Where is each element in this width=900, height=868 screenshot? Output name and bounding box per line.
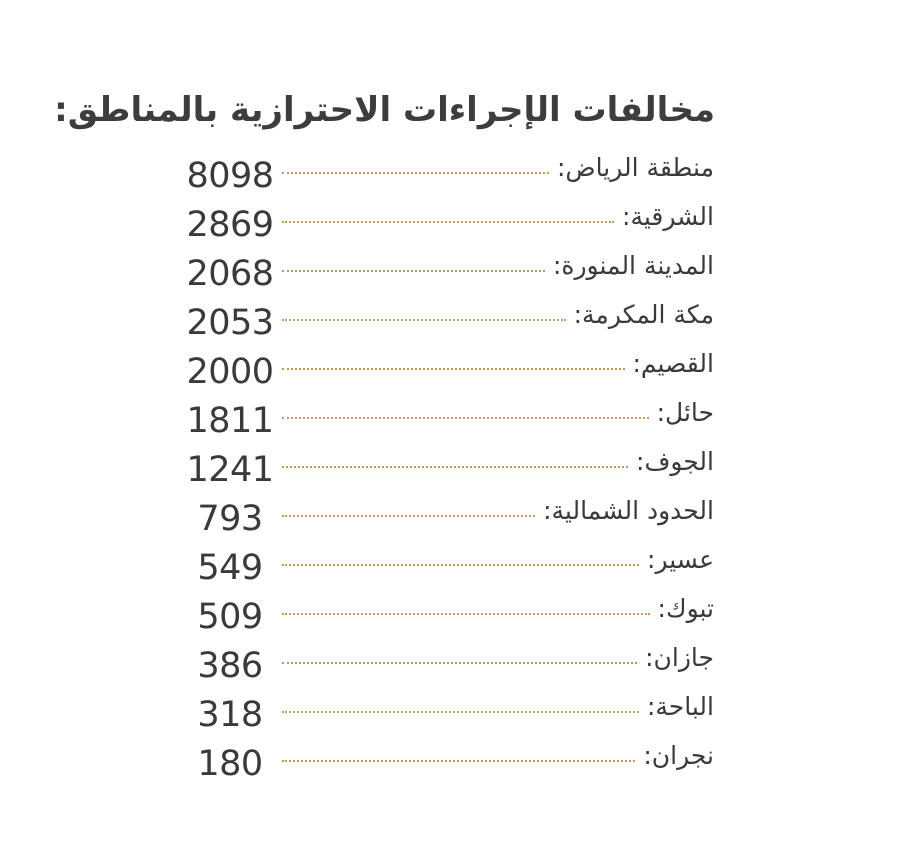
region-label: مكة المكرمة: (573, 299, 714, 329)
region-label: تبوك: (657, 593, 714, 623)
list-item (184, 342, 714, 391)
region-value: 2869 (186, 204, 274, 245)
list-item (184, 636, 714, 685)
region-value: 2068 (186, 253, 274, 294)
dotted-leader (282, 760, 635, 762)
dotted-leader (282, 564, 639, 566)
region-label: جازان: (645, 642, 714, 672)
list-item (184, 489, 714, 538)
region-value: 318 (197, 694, 263, 735)
list-item (184, 440, 714, 489)
list-item (184, 538, 714, 587)
region-value: 1241 (186, 449, 274, 490)
region-value: 509 (197, 596, 263, 637)
list-item (184, 195, 714, 244)
region-value: 549 (197, 547, 263, 588)
region-value: 386 (197, 645, 263, 686)
region-value: 793 (197, 498, 263, 539)
region-label: الجوف: (636, 446, 714, 476)
dotted-leader (282, 662, 637, 664)
region-violations-list (184, 146, 714, 783)
dotted-leader (282, 172, 549, 174)
region-label: نجران: (643, 740, 714, 770)
region-value: 2053 (186, 302, 274, 343)
region-label: حائل: (656, 397, 714, 427)
list-item (184, 587, 714, 636)
region-label: القصيم: (632, 348, 714, 378)
page-title: مخالفات الإجراءات الاحترازية بالمناطق: (54, 90, 715, 130)
region-value: 180 (197, 743, 263, 784)
region-label: الباحة: (646, 691, 714, 721)
region-label: الشرقية: (622, 201, 714, 231)
region-value: 2000 (186, 351, 274, 392)
dotted-leader (282, 221, 614, 223)
dotted-leader (282, 319, 566, 321)
region-value: 1811 (186, 400, 274, 441)
region-label: عسير: (647, 544, 714, 574)
region-label: المدينة المنورة: (552, 250, 714, 280)
region-label: منطقة الرياض: (556, 152, 714, 182)
list-item (184, 391, 714, 440)
region-value: 8098 (186, 155, 274, 196)
dotted-leader (282, 515, 535, 517)
list-item (184, 244, 714, 293)
list-item (184, 293, 714, 342)
list-item (184, 685, 714, 734)
dotted-leader (282, 466, 628, 468)
dotted-leader (282, 613, 650, 615)
dotted-leader (282, 711, 639, 713)
region-label: الحدود الشمالية: (543, 495, 714, 525)
dotted-leader (282, 270, 545, 272)
list-item (184, 734, 714, 783)
list-item (184, 146, 714, 195)
dotted-leader (282, 417, 649, 419)
dotted-leader (282, 368, 625, 370)
